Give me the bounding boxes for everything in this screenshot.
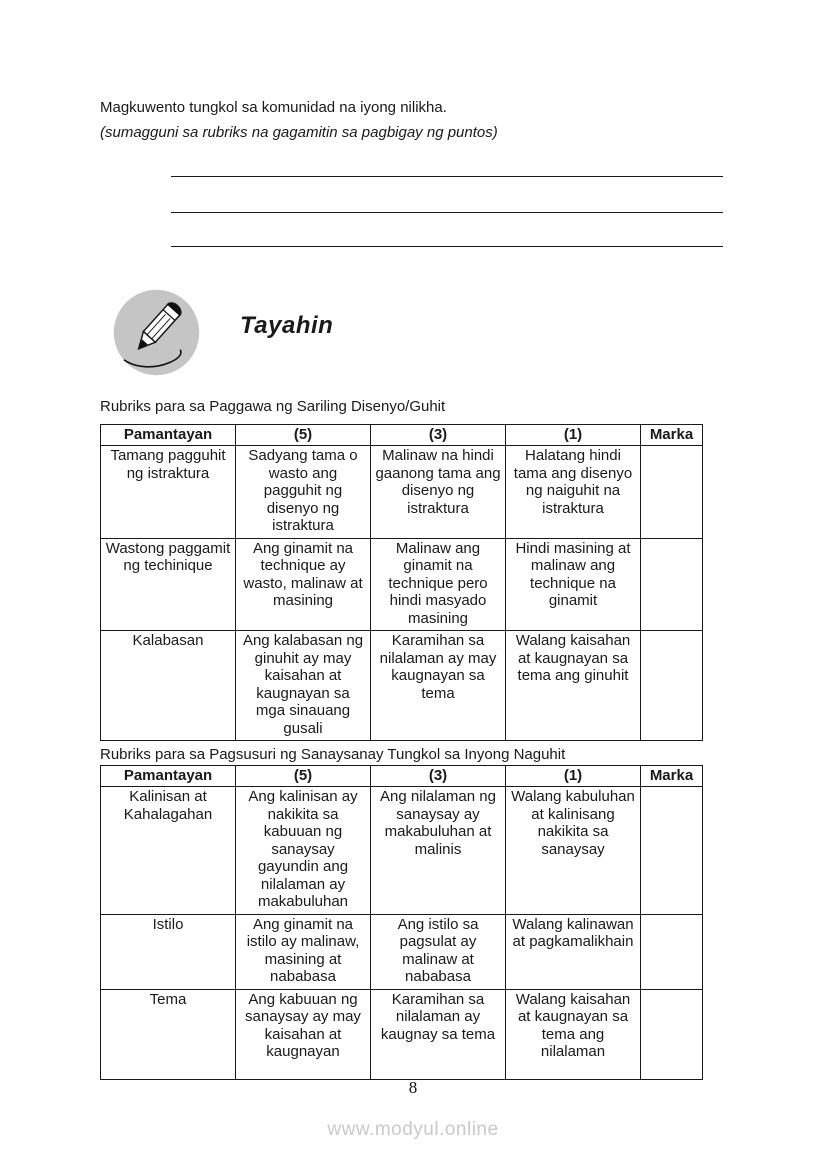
score3-cell: Malinaw ang ginamit na technique pero hindi masyado masining: [371, 538, 506, 631]
criterion-cell: Tamang pagguhit ng istraktura: [101, 446, 236, 539]
score5-cell: Ang kalabasan ng ginuhit ay may kaisahan at kaugnayan sa mga sinauang gusali: [236, 631, 371, 741]
score1-cell: Walang kaisahan at kaugnayan sa tema ang nilalaman: [506, 989, 641, 1079]
marka-cell: [641, 538, 703, 631]
marka-cell: [641, 989, 703, 1079]
table-row: [101, 538, 703, 631]
answer-blank-line: [171, 212, 723, 213]
marka-cell: [641, 787, 703, 915]
score1-cell: Walang kabuluhan at kalinisang nakikita sa sanaysay: [506, 787, 641, 915]
marka-cell: [641, 446, 703, 539]
score1-cell: Walang kalinawan at pagkamalikhain: [506, 914, 641, 989]
score5-cell: Sadyang tama o wasto ang pagguhit ng disenyo ng istraktura: [236, 446, 371, 539]
col-header-1: (1): [506, 766, 641, 787]
intro-line-2: (sumagguni sa rubriks na gagamitin sa pagbigay ng puntos): [100, 124, 498, 141]
criterion-cell: Kalinisan at Kahalagahan: [101, 787, 236, 915]
answer-blank-line: [171, 176, 723, 177]
score3-cell: Ang istilo sa pagsulat ay malinaw at nababasa: [371, 914, 506, 989]
criterion-cell: Tema: [101, 989, 236, 1079]
rubric-table-sanaysay: [100, 765, 703, 1080]
intro-text: [100, 95, 498, 145]
score3-cell: Karamihan sa nilalaman ay may kaugnayan sa tema: [371, 631, 506, 741]
table2-title: Rubriks para sa Pagsusuri ng Sanaysanay Tungkol sa Inyong Naguhit: [100, 746, 566, 763]
table1-title: Rubriks para sa Paggawa ng Sariling Disenyo/Guhit: [100, 398, 446, 415]
score1-cell: Hindi masining at malinaw ang technique na ginamit: [506, 538, 641, 631]
criterion-cell: Wastong paggamit ng techinique: [101, 538, 236, 631]
score3-cell: Ang nilalaman ng sanaysay ay makabuluhan at malinis: [371, 787, 506, 915]
table-row: [101, 787, 703, 915]
score1-cell: Walang kaisahan at kaugnayan sa tema ang ginuhit: [506, 631, 641, 741]
col-header-3: (3): [371, 766, 506, 787]
answer-blank-line: [171, 246, 723, 247]
col-header-pamantayan: Pamantayan: [101, 766, 236, 787]
footer-watermark: www.modyul.online: [327, 1119, 499, 1140]
col-header-1: (1): [506, 425, 641, 446]
score5-cell: Ang ginamit na istilo ay malinaw, masining at nababasa: [236, 914, 371, 989]
tayahin-section-header: [112, 288, 333, 377]
pencil-writing-icon: [112, 288, 201, 377]
criterion-cell: Istilo: [101, 914, 236, 989]
score5-cell: Ang kalinisan ay nakikita sa kabuuan ng sanaysay gayundin ang nilalaman ay makabuluhan: [236, 787, 371, 915]
col-header-marka: Marka: [641, 766, 703, 787]
col-header-5: (5): [236, 766, 371, 787]
section-title: Tayahin: [240, 311, 334, 339]
col-header-pamantayan: Pamantayan: [101, 425, 236, 446]
intro-line-1: Magkuwento tungkol sa komunidad na iyong nilikha.: [100, 99, 447, 116]
col-header-5: (5): [236, 425, 371, 446]
marka-cell: [641, 914, 703, 989]
table-header-row: [101, 766, 703, 787]
table-row: [101, 914, 703, 989]
score1-cell: Halatang hindi tama ang disenyo ng naiguhit na istraktura: [506, 446, 641, 539]
page-number: 8: [408, 1078, 418, 1097]
table-row: [101, 446, 703, 539]
table-row: [101, 631, 703, 741]
criterion-cell: Kalabasan: [101, 631, 236, 741]
score3-cell: Malinaw na hindi gaanong tama ang disenyo ng istraktura: [371, 446, 506, 539]
score5-cell: Ang ginamit na technique ay wasto, malinaw at masining: [236, 538, 371, 631]
col-header-3: (3): [371, 425, 506, 446]
table-row: [101, 989, 703, 1079]
score3-cell: Karamihan sa nilalaman ay kaugnay sa tema: [371, 989, 506, 1079]
score5-cell: Ang kabuuan ng sanaysay ay may kaisahan at kaugnayan: [236, 989, 371, 1079]
rubric-table-disenyo: [100, 424, 703, 741]
table-header-row: [101, 425, 703, 446]
marka-cell: [641, 631, 703, 741]
col-header-marka: Marka: [641, 425, 703, 446]
